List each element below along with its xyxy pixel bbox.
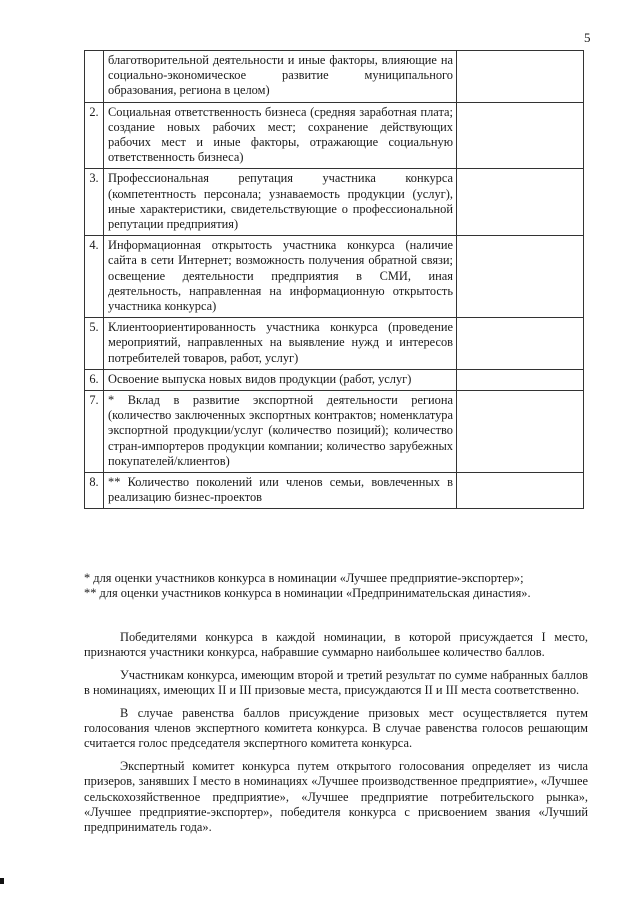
paragraph: Участникам конкурса, имеющим второй и третий результат по сумме набранных баллов в номинациях, имеющих II и III призовые места, присуждаются II и III места соответственно.	[84, 667, 588, 698]
criterion-text: ** Количество поколений или членов семьи, вовлеченных в реализацию бизнес-проектов	[104, 473, 457, 509]
row-number	[85, 51, 104, 103]
criterion-text: благотворительной деятельности и иные факторы, влияющие на социально-экономическое развитие муниципального образования, региона в целом)	[104, 51, 457, 103]
footnote-single-star: * для оценки участников конкурса в номинации «Лучшее предприятие-экспортер»;	[84, 571, 524, 585]
row-number: 2.	[85, 102, 104, 169]
body-text	[84, 630, 588, 843]
row-number: 3.	[85, 169, 104, 236]
table-row	[85, 102, 584, 169]
paragraph: В случае равенства баллов присуждение призовых мест осуществляется путем голосования членов экспертного комитета конкурса. В случае равенства голосов решающим считается голос председателя экспертного комитета конкурса.	[84, 705, 588, 751]
row-number: 7.	[85, 391, 104, 473]
paragraph: Победителями конкурса в каждой номинации, в которой присуждается I место, признаются участники конкурса, набравшие суммарно наибольшее количество баллов.	[84, 630, 588, 660]
score-cell	[457, 169, 584, 236]
score-cell	[457, 473, 584, 509]
score-cell	[457, 236, 584, 318]
criterion-text: Освоение выпуска новых видов продукции (работ, услуг)	[104, 369, 457, 390]
criterion-text: * Вклад в развитие экспортной деятельности региона (количество заключенных экспортных контрактов; номенклатура экспортной продукции/услуг (количество позиций); количество стран-импортеров продукции компании; количество зарубежных покупателей/клиентов)	[104, 391, 457, 473]
score-cell	[457, 51, 584, 103]
table-row	[85, 236, 584, 318]
criteria-table	[84, 50, 584, 509]
table-row	[85, 51, 584, 103]
table-row	[85, 318, 584, 370]
score-cell	[457, 391, 584, 473]
table-row	[85, 369, 584, 390]
table-row	[85, 391, 584, 473]
footnote-double-star: ** для оценки участников конкурса в номинации «Предпринимательская династия».	[84, 586, 531, 601]
row-number: 6.	[85, 369, 104, 390]
row-number: 4.	[85, 236, 104, 318]
criterion-text: Информационная открытость участника конкурса (наличие сайта в сети Интернет; возможность получения обратной связи; освещение деятельности предприятия в СМИ, иная деятельность, направленная на информационную открытость участника конкурса)	[104, 236, 457, 318]
row-number: 5.	[85, 318, 104, 370]
criterion-text: Профессиональная репутация участника конкурса (компетентность персонала; узнаваемость продукции (услуг), иные характеристики, свидетельствующие о профессиональной репутации предприятия)	[104, 169, 457, 236]
criterion-text: Социальная ответственность бизнеса (средняя заработная плата; создание новых рабочих мест; сохранение действующих рабочих мест и иные факторы, отражающие социальную ответственность бизнеса)	[104, 102, 457, 169]
paragraph: Экспертный комитет конкурса путем открытого голосования определяет из числа призеров, занявших I место в номинациях «Лучшее производственное предприятие», «Лучшее сельскохозяйственное предприятие», «Лучшее предприятие потребительского рынка», «Лучшее предприятие-экспортер», победителя конкурса с присвоением звания «Лучший предприниматель года».	[84, 758, 588, 835]
score-cell	[457, 102, 584, 169]
table-row	[85, 473, 584, 509]
criterion-text: Клиентоориентированность участника конкурса (проведение мероприятий, направленных на выявление нужд и интересов потребителей товаров, работ, услуг)	[104, 318, 457, 370]
score-cell	[457, 369, 584, 390]
score-cell	[457, 318, 584, 370]
footnotes	[84, 571, 584, 602]
table-row	[85, 169, 584, 236]
page-number: 5	[584, 30, 591, 45]
scan-mark	[0, 878, 4, 884]
row-number: 8.	[85, 473, 104, 509]
